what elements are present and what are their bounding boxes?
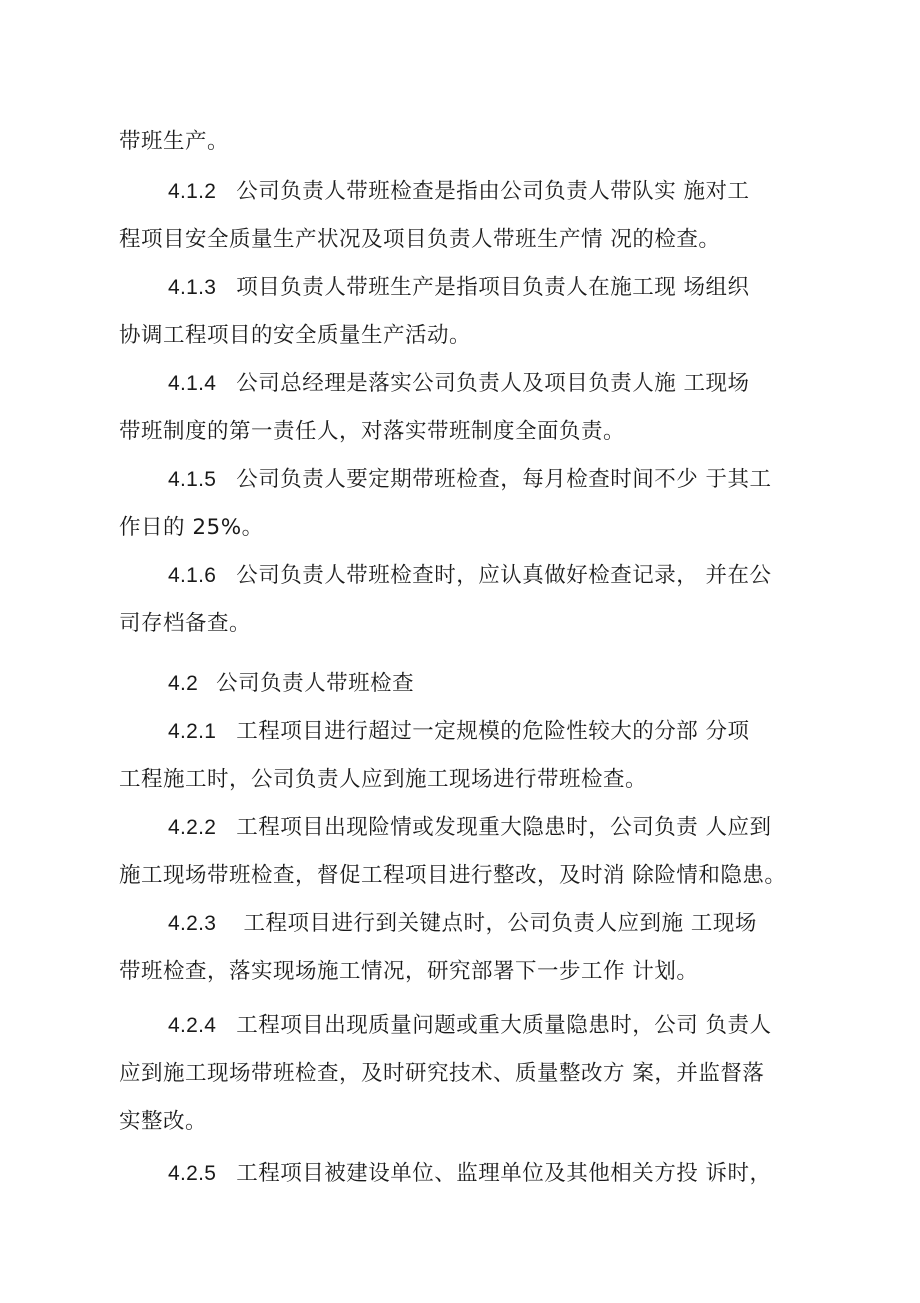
text-line: 带班检查，落实现场施工情况，研究部署下一步工作 计划。 xyxy=(119,959,699,984)
text-line: 实整改。 xyxy=(119,1109,208,1134)
clause-number: 4.2.5 xyxy=(168,1162,217,1185)
text-line: 协调工程项目的安全质量生产活动。 xyxy=(119,323,472,348)
text-line: 程项目安全质量生产状况及项目负责人带班生产情 况的检查。 xyxy=(119,227,721,252)
section-heading-4-2: 4.2 公司负责人带班检查 xyxy=(168,669,414,699)
clause-4-1-4: 4.1.4 公司总经理是落实公司负责人及项目负责人施 工现场 xyxy=(168,369,750,399)
section-number: 4.2 xyxy=(168,672,199,695)
text-line: 施工现场带班检查，督促工程项目进行整改，及时消 除险情和隐患。 xyxy=(119,863,787,888)
clause-4-2-4: 4.2.4 工程项目出现质量问题或重大质量隐患时，公司 负责人 xyxy=(168,1011,772,1041)
text-line: 带班制度的第一责任人，对落实带班制度全面负责。 xyxy=(119,419,626,444)
text-line: 司存档备查。 xyxy=(119,611,252,636)
clause-4-1-5: 4.1.5 公司负责人要定期带班检查，每月检查时间不少 于其工 xyxy=(168,465,772,495)
clause-number: 4.1.3 xyxy=(168,276,217,299)
clause-number: 4.1.5 xyxy=(168,468,217,491)
text-line: 作日的 25%。 xyxy=(119,515,264,540)
clause-number: 4.1.4 xyxy=(168,372,217,395)
text-line: 应到施工现场带班检查，及时研究技术、质量整改方 案，并监督落 xyxy=(119,1061,765,1086)
clause-number: 4.2.4 xyxy=(168,1014,217,1037)
clause-4-1-2: 4.1.2 公司负责人带班检查是指由公司负责人带队实 施对工 xyxy=(168,177,750,207)
text-line: 工程施工时，公司负责人应到施工现场进行带班检查。 xyxy=(119,767,648,792)
clause-number: 4.2.2 xyxy=(168,816,217,839)
clause-4-2-5: 4.2.5 工程项目被建设单位、监理单位及其他相关方投 诉时， xyxy=(168,1159,772,1189)
clause-4-1-3: 4.1.3 项目负责人带班生产是指项目负责人在施工现 场组织 xyxy=(168,273,750,303)
clause-4-1-6: 4.1.6 公司负责人带班检查时，应认真做好检查记录， 并在公 xyxy=(168,561,772,591)
clause-number: 4.1.2 xyxy=(168,180,217,203)
clause-4-2-3: 4.2.3 工程项目进行到关键点时，公司负责人应到施 工现场 xyxy=(168,909,757,939)
clause-4-2-2: 4.2.2 工程项目出现险情或发现重大隐患时，公司负责 人应到 xyxy=(168,813,772,843)
clause-4-2-1: 4.2.1 工程项目进行超过一定规模的危险性较大的分部 分项 xyxy=(168,717,750,747)
text-line: 带班生产。 xyxy=(119,129,230,154)
clause-number: 4.2.1 xyxy=(168,720,217,743)
clause-number: 4.2.3 xyxy=(168,912,217,935)
clause-number: 4.1.6 xyxy=(168,564,217,587)
